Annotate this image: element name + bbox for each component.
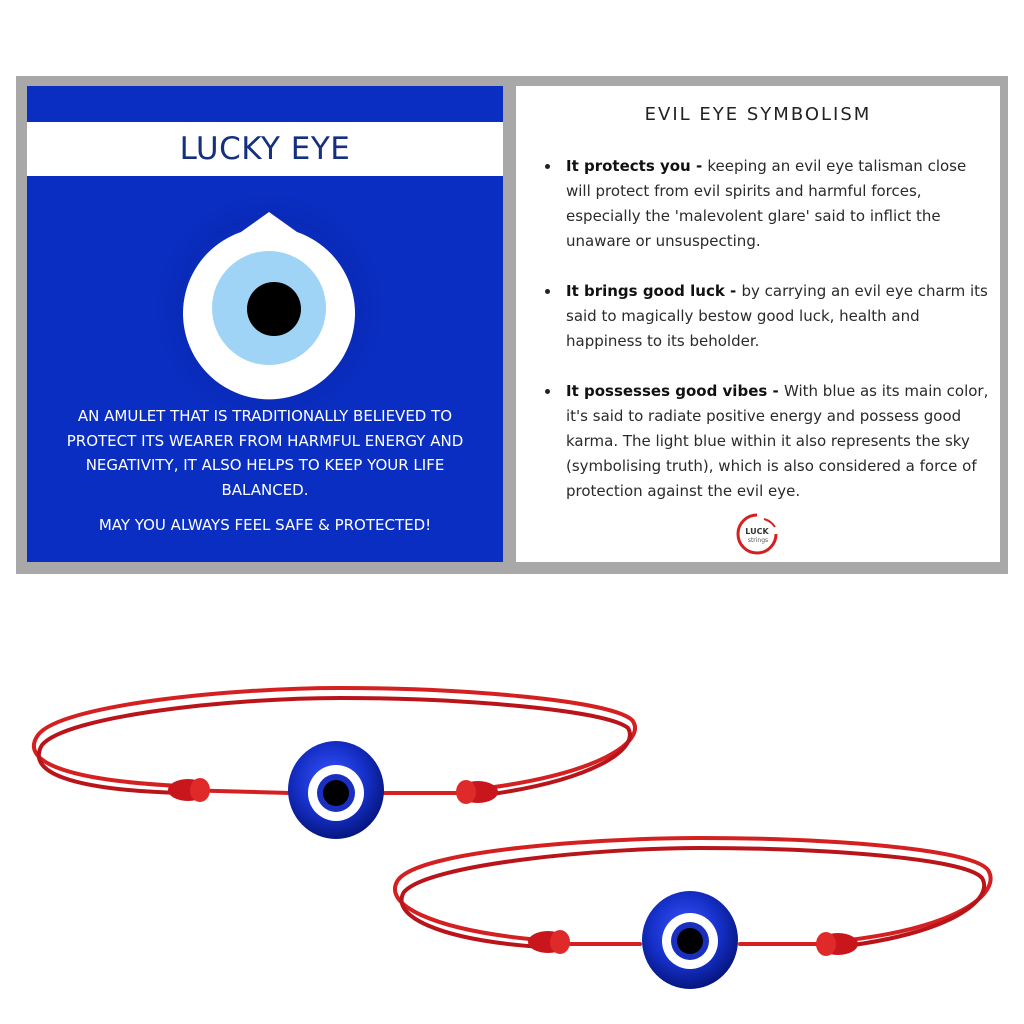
list-item bbox=[542, 379, 992, 504]
bullet-text: With blue as its main color, it's said to radiate positive energy and possess good karma. The light blue within it also represents the sky (symbolising truth), which is also considered a force of protection against the evil eye. bbox=[566, 382, 989, 500]
bullet-heading: It brings good luck - bbox=[566, 282, 742, 300]
bullet-text: keeping an evil eye talisman close will protect from evil spirits and harmful forces, especially the 'malevolent glare' said to inflict the unaware or unsuspecting. bbox=[566, 157, 967, 250]
description-text: AN AMULET THAT IS TRADITIONALLY BELIEVED TO PROTECT ITS WEARER FROM HARMFUL ENERGY AND NEGATIVITY, IT ALSO HELPS TO KEEP YOUR LIFE BALANCED. bbox=[66, 407, 464, 499]
symbolism-title: EVIL EYE SYMBOLISM bbox=[644, 104, 872, 125]
bullet-icon bbox=[545, 389, 550, 394]
red-string-bracelet-icon bbox=[0, 640, 1024, 1024]
closing-text: MAY YOU ALWAYS FEEL SAFE & PROTECTED! bbox=[98, 516, 432, 534]
bullet-heading: It protects you - bbox=[566, 157, 708, 175]
knot-right-2 bbox=[816, 932, 858, 956]
lucky-eye-card bbox=[27, 86, 503, 562]
card-title: LUCKY EYE bbox=[179, 131, 351, 167]
knot-left-2 bbox=[528, 930, 570, 954]
list-item bbox=[542, 279, 992, 354]
bullet-icon bbox=[545, 289, 550, 294]
luck-strings-logo bbox=[734, 511, 780, 557]
knot-right-1 bbox=[456, 780, 498, 804]
eye-bead-1 bbox=[288, 741, 384, 839]
logo-text-strings: strings bbox=[747, 537, 769, 544]
bullet-heading: It possesses good vibes - bbox=[566, 382, 784, 400]
symbolism-card bbox=[516, 86, 1000, 562]
list-item bbox=[542, 154, 992, 254]
logo-text-luck: LUCK bbox=[745, 527, 769, 536]
bullet-text: by carrying an evil eye charm its said to magically bestow good luck, health and happiness to its beholder. bbox=[566, 282, 988, 350]
symbolism-list bbox=[542, 154, 992, 529]
amulet-description bbox=[27, 404, 503, 538]
bullet-icon bbox=[545, 164, 550, 169]
eye-bead-2 bbox=[642, 891, 738, 989]
knot-left-1 bbox=[168, 778, 210, 802]
